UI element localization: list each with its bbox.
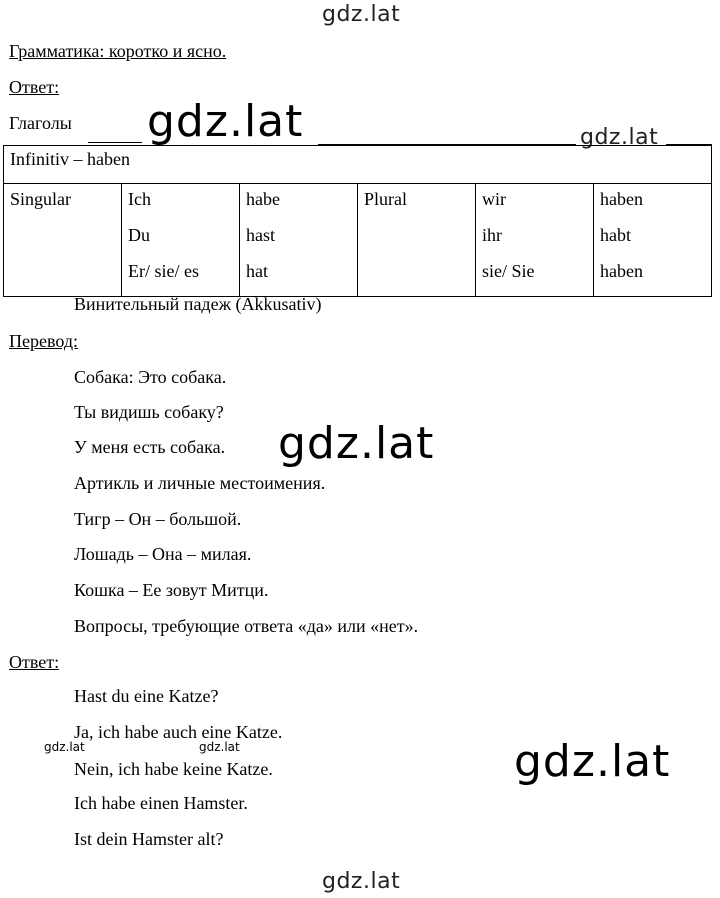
translation-line: Собака: Это собака. <box>74 367 227 387</box>
conjugation-table <box>3 145 712 297</box>
answer-label: Ответ: <box>9 77 60 97</box>
watermark-bottom: gdz.lat <box>322 869 401 894</box>
watermark-small: gdz.lat <box>44 740 85 754</box>
table-cell: ihr <box>482 225 502 245</box>
table-cell: haben <box>600 189 643 209</box>
answer-line: Nein, ich habe keine Katze. <box>74 759 273 779</box>
translation-line: Кошка – Ее зовут Митци. <box>74 580 269 600</box>
translation-line: Ты видишь собаку? <box>74 402 224 422</box>
table-cell: haben <box>600 261 643 281</box>
watermark-top: gdz.lat <box>322 2 401 27</box>
watermark-large: gdz.lat <box>278 418 435 469</box>
plural-label: Plural <box>364 189 407 209</box>
answer-line: Ist dein Hamster alt? <box>74 829 224 849</box>
translation-label: Перевод: <box>9 331 78 351</box>
table-cell: habe <box>246 189 280 209</box>
translation-line: Вопросы, требующие ответа «да» или «нет». <box>74 616 419 636</box>
table-cell: Ich <box>128 189 151 209</box>
translation-line: Лошадь – Она – милая. <box>74 544 252 564</box>
singular-forms-cell <box>240 184 358 297</box>
translation-line: Артикль и личные местоимения. <box>74 473 326 493</box>
table-cell: habt <box>600 225 631 245</box>
watermark-large: gdz.lat <box>514 736 671 787</box>
table-cell: Du <box>128 225 150 245</box>
answer-label: Ответ: <box>9 652 60 672</box>
table-cell: hast <box>246 225 275 245</box>
plural-label-cell <box>358 184 476 297</box>
table-cell: sie/ Sie <box>482 261 535 281</box>
table-cell: Er/ sie/ es <box>128 261 199 281</box>
plural-forms-cell <box>594 184 712 297</box>
translation-line: У меня есть собака. <box>74 437 226 457</box>
accusative-heading: Винительный падеж (Akkusativ) <box>74 294 322 314</box>
answer-line: Ich habe einen Hamster. <box>74 793 248 813</box>
table-header-cell: Infinitiv – haben <box>4 146 712 184</box>
section-heading-verbs: Глаголы <box>9 113 72 133</box>
watermark-small: gdz.lat <box>199 740 240 754</box>
watermark-large: gdz.lat <box>147 96 304 147</box>
answer-line: Ja, ich habe auch eine Katze. <box>74 722 283 742</box>
page-title: Грамматика: коротко и ясно. <box>9 41 227 61</box>
translation-line: Тигр – Он – большой. <box>74 509 242 529</box>
table-header-row <box>4 146 712 184</box>
heading-rule-left <box>88 142 142 143</box>
singular-label-cell <box>4 184 122 297</box>
singular-pronouns-cell <box>122 184 240 297</box>
watermark-heading: gdz.lat <box>580 125 659 150</box>
table-cell: wir <box>482 189 506 209</box>
singular-label: Singular <box>10 189 71 209</box>
table-cell: hat <box>246 261 268 281</box>
plural-pronouns-cell <box>476 184 594 297</box>
answer-line: Hast du eine Katze? <box>74 686 219 706</box>
table-row <box>4 184 712 297</box>
